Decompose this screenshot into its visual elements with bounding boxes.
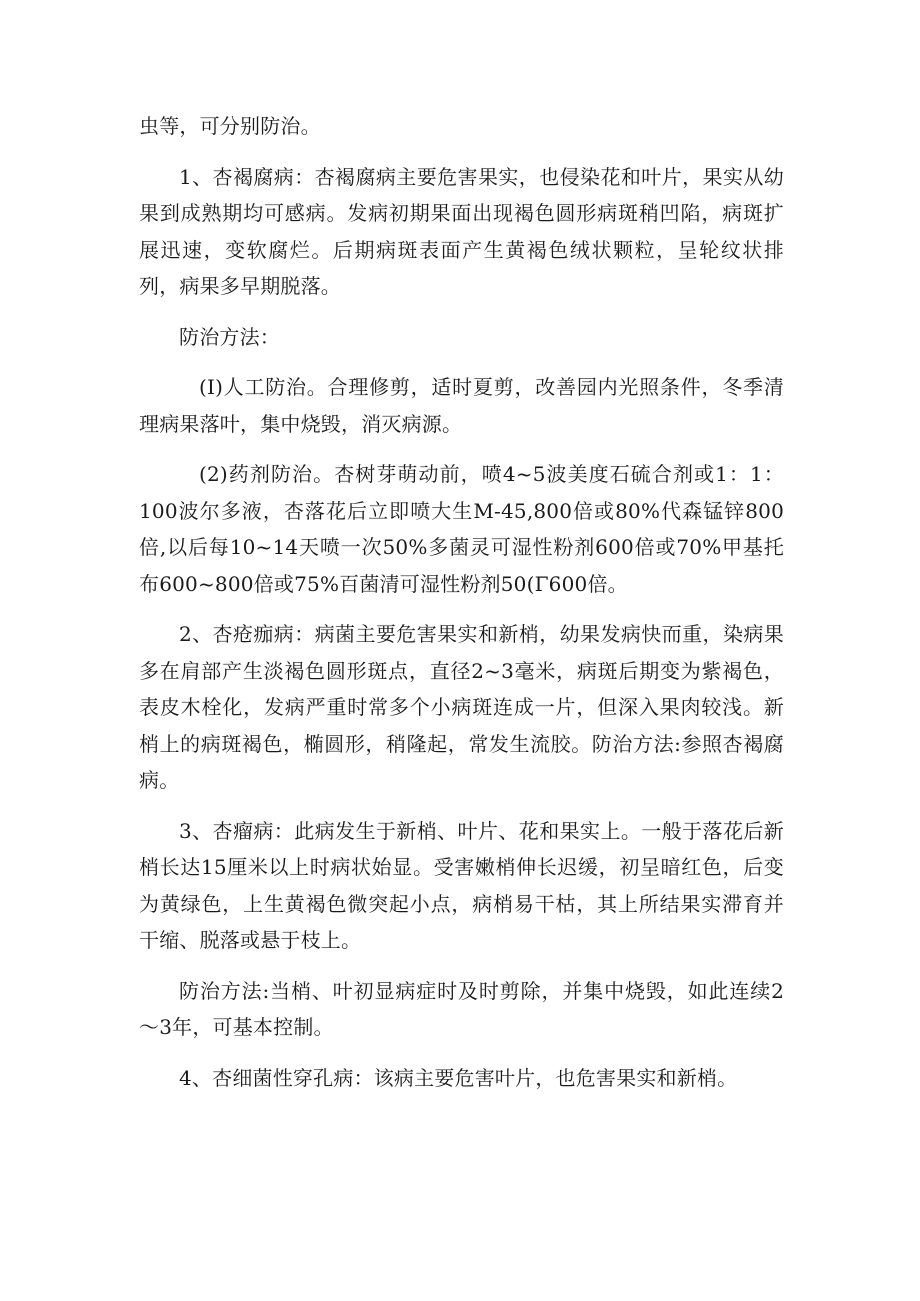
paragraph-tumor-disease: 3、杏瘤病：此病发生于新梢、叶片、花和果实上。一般于落花后新梢长达15厘米以上时病状始显。受害嫩梢伸长迟缓，初呈暗红色，后变为黄绿色，上生黄褐色微突起小点，病梢易干枯，其上所结果实滞育并干缩、脱落或悬于枝上。 (139, 818, 784, 952)
paragraph-manual-control: (I)人工防治。合理修剪，适时夏剪，改善园内光照条件，冬季清理病果落叶，集中烧毁，消灭病源。 (139, 375, 784, 436)
paragraph-continuation: 虫等，可分别防治。 (139, 114, 321, 138)
document-page (139, 108, 784, 1110)
paragraph-scab: 2、杏疮痂病：病菌主要危害果实和新梢，幼果发病快而重，染病果多在肩部产生淡褐色圆形斑点，直径2~3毫米，病斑后期变为紫褐色，表皮木栓化，发病严重时常多个小病斑连成一片，但深入果肉较浅。新梢上的病斑褐色，椭圆形，稍隆起，常发生流胶。防治方法:参照杏褐腐病。 (139, 622, 784, 792)
paragraph-bacterial-shot-hole: 4、杏细菌性穿孔病：该病主要危害叶片，也危害果实和新梢。 (179, 1065, 738, 1090)
paragraph-tumor-control: 防治方法:当梢、叶初显病症时及时剪除，并集中烧毁，如此连续2～3年，可基本控制。 (139, 978, 784, 1039)
paragraph-control-heading: 防治方法： (179, 324, 280, 349)
paragraph-chemical-control: (2)药剂防治。杏树芽萌动前，喷4~5波美度石硫合剂或1：1：100波尔多液，杏落花后立即喷大生M-45,800倍或80%代森锰锌800倍,以后每10~14天喷一次50%多菌灵可湿性粉剂600倍或70%甲基托布600~800倍或75%百菌清可湿性粉剂50(Γ600倍。 (139, 462, 784, 596)
paragraph-brown-rot: 1、杏褐腐病：杏褐腐病主要危害果实，也侵染花和叶片，果实从幼果到成熟期均可感病。发病初期果面出现褐色圆形病斑稍凹陷，病斑扩展迅速，变软腐烂。后期病斑表面产生黄褐色绒状颗粒，呈轮纹状排列，病果多早期脱落。 (139, 164, 784, 298)
